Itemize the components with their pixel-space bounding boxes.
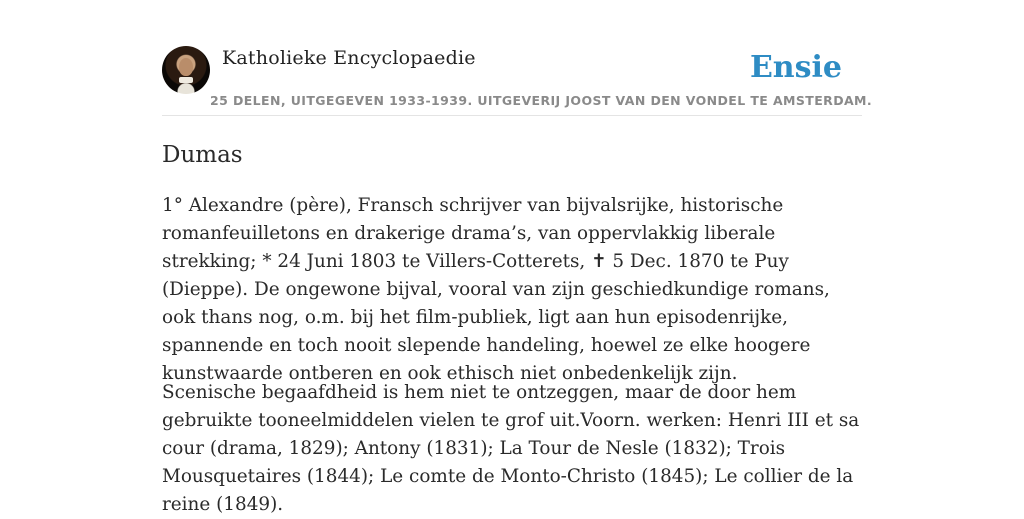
entry-paragraph-2: Scenische begaafdheid is hem niet te ontzeggen, maar de door hem gebruikte tooneelmiddelen vielen te grof uit.Voorn. werken: Henri III et sa cour (drama, 1829); Antony (1831); La Tour de Nesle (1832); Trois Mousquetaires (1844); Le comte de Monto-Christo (1845); Le collier de la reine (1849). bbox=[162, 382, 860, 515]
encyclopedia-title-link[interactable]: Katholieke Encyclopaedie bbox=[222, 47, 476, 69]
ensie-logo-link[interactable]: Ensie bbox=[749, 50, 842, 85]
entry-paragraph-1: 1° Alexandre (père), Fransch schrijver van bijvalsrijke, historische romanfeuilletons en drakerige drama’s, van oppervlakkig liberale strekking; * 24 Juni 1803 te Villers-Cotterets, ✝ 5 Dec. 1870 te Puy (Dieppe). De ongewone bijval, vooral van zijn geschiedkundige romans, ook thans nog, o.m. bij het film-publiek, ligt aan hun episodenrijke, spannende en toch nooit slepende handeling, hoewel ze elke hoogere kunstwaarde ontberen en ook ethisch niet onbedenkelijk zijn. bbox=[162, 195, 830, 384]
encyclopedia-subtitle: 25 DELEN, UITGEGEVEN 1933-1939. UITGEVERIJ JOOST VAN DEN VONDEL TE AMSTERDAM. bbox=[210, 93, 873, 108]
encyclopedia-portrait-avatar[interactable] bbox=[162, 46, 210, 94]
portrait-collar bbox=[179, 77, 193, 83]
portrait-face bbox=[179, 58, 193, 76]
site-header bbox=[162, 0, 873, 116]
page-container bbox=[162, 0, 873, 515]
entry-title: Dumas bbox=[162, 142, 243, 168]
